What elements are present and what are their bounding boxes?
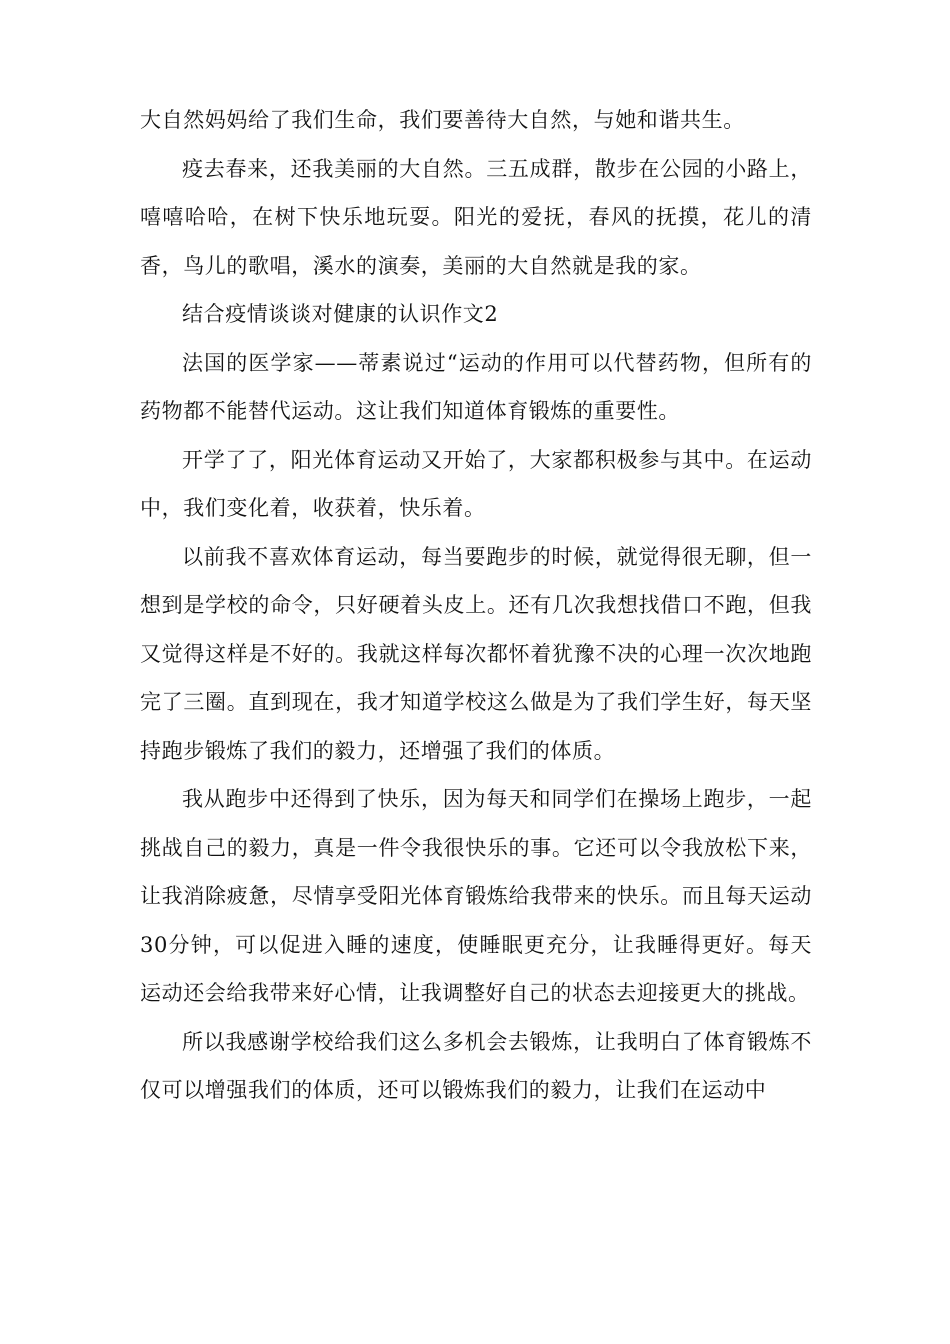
paragraph-5: 以前我不喜欢体育运动，每当要跑步的时候，就觉得很无聊，但一想到是学校的命令，只好硬着头皮上。还有几次我想找借口不跑，但我又觉得这样是不好的。我就这样每次都怀着犹豫不决的心理一次次地跑完了三圈。直到现在，我才知道学校这么做是为了我们学生好，每天坚持跑步锻炼了我们的毅力，还增强了我们的体质。: [140, 544, 812, 763]
document-body: [140, 96, 812, 1115]
paragraph-1: 大自然妈妈给了我们生命，我们要善待大自然，与她和谐共生。: [140, 108, 745, 132]
paragraph-7: 所以我感谢学校给我们这么多机会去锻炼，让我明白了体育锻炼不仅可以增强我们的体质，还可以锻炼我们的毅力，让我们在运动中: [140, 1029, 812, 1102]
paragraph-4: 开学了了，阳光体育运动又开始了，大家都积极参与其中。在运动中，我们变化着，收获着，快乐着。: [140, 447, 812, 520]
paragraph-6: 我从跑步中还得到了快乐，因为每天和同学们在操场上跑步，一起挑战自己的毅力，真是一件令我很快乐的事。它还可以令我放松下来，让我消除疲惫，尽情享受阳光体育锻炼给我带来的快乐。而且每天运动30分钟，可以促进入睡的速度，使睡眠更充分，让我睡得更好。每天运动还会给我带来好心情，让我调整好自己的状态去迎接更大的挑战。: [140, 787, 812, 1005]
paragraph-3: 法国的医学家——蒂素说过“运动的作用可以代替药物，但所有的药物都不能替代运动。这让我们知道体育锻炼的重要性。: [140, 350, 812, 423]
essay-title-2: 结合疫情谈谈对健康的认识作文2: [182, 302, 499, 326]
paragraph-2: 疫去春来，还我美丽的大自然。三五成群，散步在公园的小路上，嘻嘻哈哈，在树下快乐地玩耍。阳光的爱抚，春风的抚摸，花儿的清香，鸟儿的歌唱，溪水的演奏，美丽的大自然就是我的家。: [140, 156, 812, 278]
